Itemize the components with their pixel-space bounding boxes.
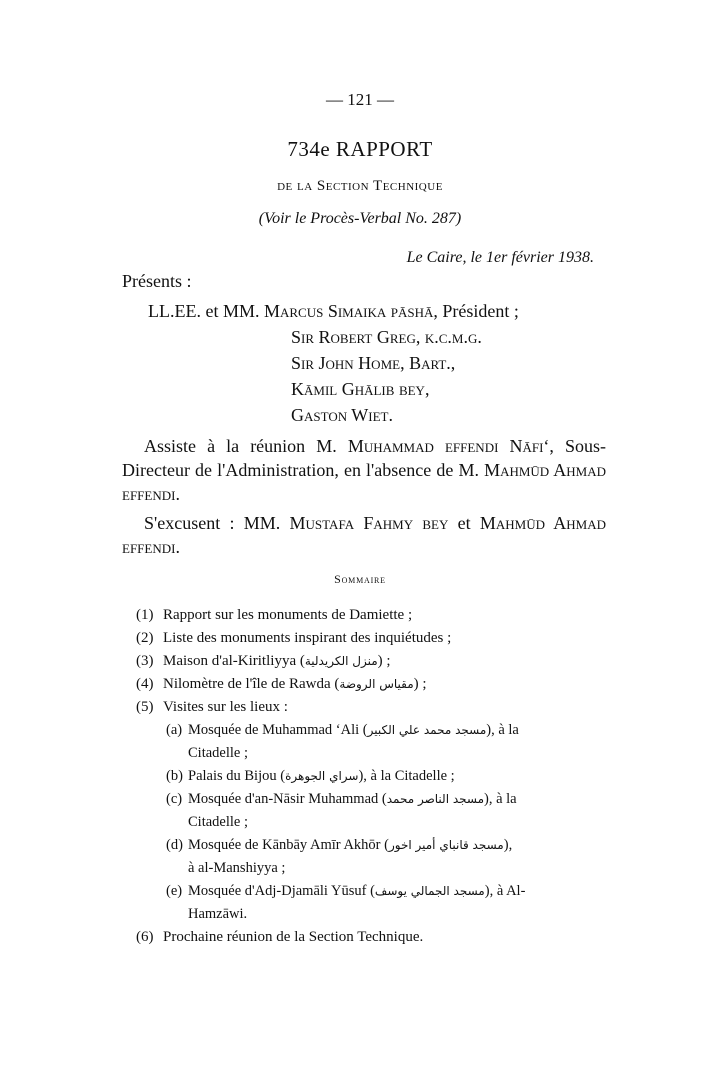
member-row: LL.EE. et MM. Marcus Simaika pāshā, Président ; [148,301,519,321]
date-line: Le Caire, le 1er février 1938. [406,249,594,266]
list-item: (1) Rapport sur les monuments de Damiette ; [136,607,413,623]
sub-list-item: (b) Palais du Bijou (سراي الجوهرة), à la Citadelle ; [166,768,455,784]
report-subtitle: de la Section Technique [277,178,443,194]
list-item: (4) Nilomètre de l'île de Rawda (مقياس الروضة) ; [136,676,427,692]
list-item: (5) Visites sur les lieux : [136,699,288,715]
sub-list-item: (a) Mosquée de Muhammad ‘Ali (مسجد محمد علي الكبير), à la Citadelle ; [166,722,519,761]
list-item: (2) Liste des monuments inspirant des inquiétudes ; [136,630,452,646]
list-item: (3) Maison d'al-Kiritliyya (منزل الكريدلية) ; [136,653,391,669]
sub-list-item: (e) Mosquée d'Adj-Djamāli Yūsuf (مسجد الجمالي يوسف), à Al- Hamzāwi. [166,883,526,922]
excusent-paragraph: S'excusent : MM. Mustafa Fahmy bey et Mahmūd Ahmad effendi. [122,513,606,557]
sub-list-item: (d) Mosquée de Kānbāy Amīr Akhōr (مسجد قانباي أمير اخور), à al-Manshiyya ; [166,837,513,876]
member-row: Gaston Wiet. [291,405,393,425]
list-item: (6) Prochaine réunion de la Section Technique. [136,929,424,945]
report-title: 734e RAPPORT [287,137,433,161]
presents-label: Présents : [122,271,192,291]
member-row: Sir John Home, Bart., [291,353,456,373]
assiste-paragraph: Assiste à la réunion M. Muhammad effendi Nāfi‘, Sous-Directeur de l'Administration, en l'absence de M. Mahmūd Ahmad effendi. [122,436,607,504]
page-number: — 121 — [326,90,394,109]
sommaire-heading: Sommaire [334,572,386,586]
member-row: Sir Robert Greg, k.c.m.g. [291,327,482,347]
members-list [148,298,519,428]
reference-note: (Voir le Procès-Verbal No. 287) [258,210,462,227]
sommaire-list [136,604,606,949]
member-row: Kāmil Ghālib bey, [291,379,430,399]
sub-list-item: (c) Mosquée d'an-Nāsir Muhammad (مسجد الناصر محمد), à la Citadelle ; [166,791,517,830]
